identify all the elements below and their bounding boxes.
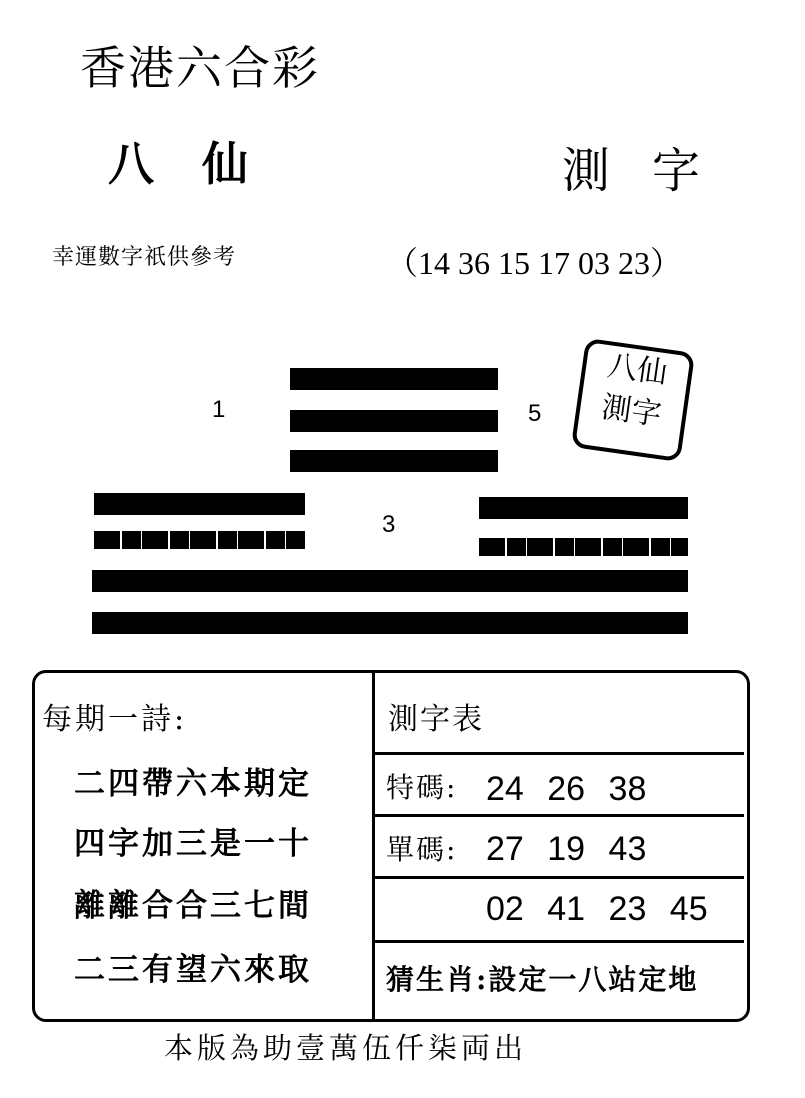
poem-title: 每期一詩:: [42, 702, 188, 737]
cezi-table-title: 測字表: [388, 702, 484, 737]
lower-trigram-line: [94, 493, 305, 515]
poem-line: 離離合合三七間: [74, 888, 312, 924]
special-numbers: 24 26 38: [486, 770, 647, 808]
single-numbers: 27 19 43: [486, 830, 647, 868]
trigram-label-1: 1: [212, 396, 226, 423]
page-title: 香港六合彩: [80, 41, 320, 95]
lucky-numbers: （14 36 15 17 03 23）: [386, 245, 683, 281]
poem-line: 二三有望六來取: [74, 952, 312, 988]
table-row-divider: [372, 876, 744, 879]
table-row-divider: [372, 814, 744, 817]
single-number-label: 單碼:: [386, 833, 458, 866]
footer-note: 本版為助壹萬伍仟柒両出: [164, 1031, 528, 1065]
zodiac-guess: 猜生肖:設定一八站定地: [386, 963, 699, 996]
poem-line: 四字加三是一十: [74, 826, 312, 862]
upper-trigram-line: [290, 368, 498, 390]
lucky-numbers-label: 幸運數字祇供參考: [52, 245, 237, 270]
poem-line: 二四帶六本期定: [74, 766, 312, 802]
lower-trigram-line: [479, 497, 688, 519]
lower-trigram-line: [479, 538, 688, 556]
panel-divider: [372, 670, 375, 1019]
subtitle-cezi: 測字: [562, 143, 743, 199]
lower-trigram-line: [92, 612, 688, 634]
stamp-line-2: 測字: [599, 389, 664, 433]
baxian-stamp: [571, 338, 695, 462]
table-row-divider: [372, 940, 744, 943]
trigram-label-5: 5: [528, 400, 542, 427]
single-numbers-extra: 02 41 23 45: [486, 890, 708, 928]
trigram-label-3: 3: [382, 511, 396, 538]
upper-trigram-line: [290, 450, 498, 472]
table-row-divider: [372, 752, 744, 755]
lower-trigram-line: [92, 570, 688, 592]
upper-trigram-line: [290, 410, 498, 432]
stamp-line-1: 八仙: [605, 348, 670, 392]
subtitle-baxian: 八仙: [108, 137, 296, 191]
lower-trigram-line: [94, 531, 305, 549]
special-number-label: 特碼:: [386, 771, 458, 804]
